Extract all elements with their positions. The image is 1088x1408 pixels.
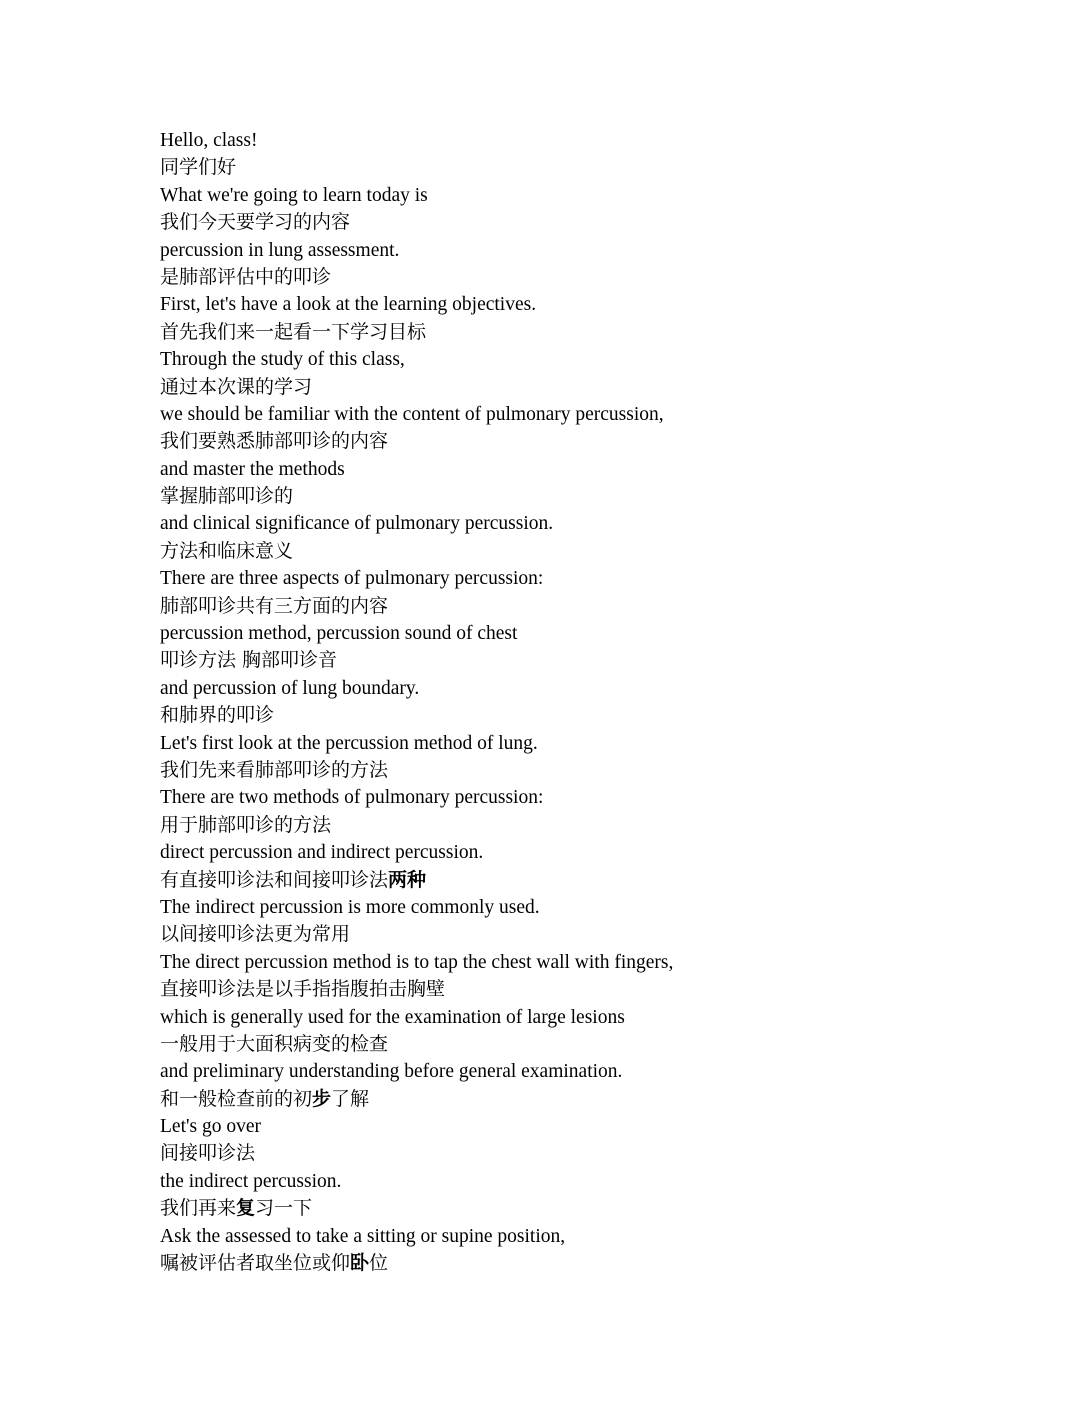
chinese-bold-text: 步 [312, 1087, 332, 1110]
chinese-text-after: 了解 [331, 1087, 370, 1110]
chinese-bold-text: 两种 [388, 868, 427, 891]
chinese-line: 一般用于大面积病变的检查 [160, 1032, 389, 1055]
chinese-line: 掌握肺部叩诊的 [160, 485, 294, 508]
chinese-line: 方法和临床意义 [160, 539, 294, 562]
english-line: and percussion of lung boundary. [160, 677, 420, 699]
english-line: Let's first look at the percussion method of lung. [160, 732, 538, 754]
chinese-bold-text: 卧 [350, 1252, 370, 1275]
english-line: direct percussion and indirect percussion. [160, 842, 484, 864]
english-line: There are three aspects of pulmonary percussion: [160, 568, 544, 590]
english-line: There are two methods of pulmonary percussion: [160, 787, 544, 809]
chinese-line [160, 1086, 1020, 1113]
chinese-line: 通过本次课的学习 [160, 375, 313, 398]
chinese-line [160, 1195, 1020, 1222]
english-line: and preliminary understanding before general examination. [160, 1061, 623, 1083]
chinese-line: 直接叩诊法是以手指指腹拍击胸壁 [160, 978, 446, 1001]
english-line: percussion in lung assessment. [160, 239, 400, 261]
english-line: Through the study of this class, [160, 349, 405, 371]
chinese-line: 肺部叩诊共有三方面的内容 [160, 594, 389, 617]
chinese-line: 我们要熟悉肺部叩诊的内容 [160, 430, 389, 453]
chinese-line: 和肺界的叩诊 [160, 704, 275, 727]
chinese-text: 我们再来 [160, 1197, 237, 1220]
chinese-text: 嘱被评估者取坐位或仰 [160, 1252, 351, 1275]
bilingual-transcript [160, 127, 1020, 1277]
english-line: The direct percussion method is to tap the chest wall with fingers, [160, 951, 674, 973]
english-line: Ask the assessed to take a sitting or supine position, [160, 1225, 566, 1247]
english-line: The indirect percussion is more commonly used. [160, 896, 540, 918]
english-line: percussion method, percussion sound of chest [160, 623, 518, 645]
english-line: First, let's have a look at the learning objectives. [160, 294, 537, 316]
chinese-line: 同学们好 [160, 156, 237, 179]
chinese-line: 我们先来看肺部叩诊的方法 [160, 758, 389, 781]
chinese-line: 间接叩诊法 [160, 1142, 256, 1165]
chinese-text: 和一般检查前的初 [160, 1087, 313, 1110]
english-line: What we're going to learn today is [160, 184, 428, 206]
english-line: we should be familiar with the content of pulmonary percussion, [160, 403, 664, 425]
chinese-line [160, 1250, 1020, 1277]
chinese-line: 叩诊方法 胸部叩诊音 [160, 649, 338, 672]
english-line: Hello, class! [160, 130, 258, 151]
english-line: and clinical significance of pulmonary percussion. [160, 513, 554, 535]
chinese-text: 有直接叩诊法和间接叩诊法 [160, 868, 389, 891]
chinese-bold-text: 复 [236, 1197, 256, 1220]
english-line: Let's go over [160, 1116, 261, 1138]
chinese-line: 用于肺部叩诊的方法 [160, 813, 332, 836]
chinese-line: 首先我们来一起看一下学习目标 [160, 320, 427, 343]
english-line: the indirect percussion. [160, 1170, 342, 1192]
chinese-line [160, 867, 1020, 894]
chinese-line: 我们今天要学习的内容 [160, 211, 351, 234]
english-line: and master the methods [160, 458, 345, 480]
chinese-text-after: 习一下 [255, 1197, 313, 1220]
english-line: which is generally used for the examination of large lesions [160, 1006, 625, 1028]
chinese-text-after: 位 [369, 1252, 389, 1275]
chinese-line: 是肺部评估中的叩诊 [160, 265, 332, 288]
chinese-line: 以间接叩诊法更为常用 [160, 923, 351, 946]
